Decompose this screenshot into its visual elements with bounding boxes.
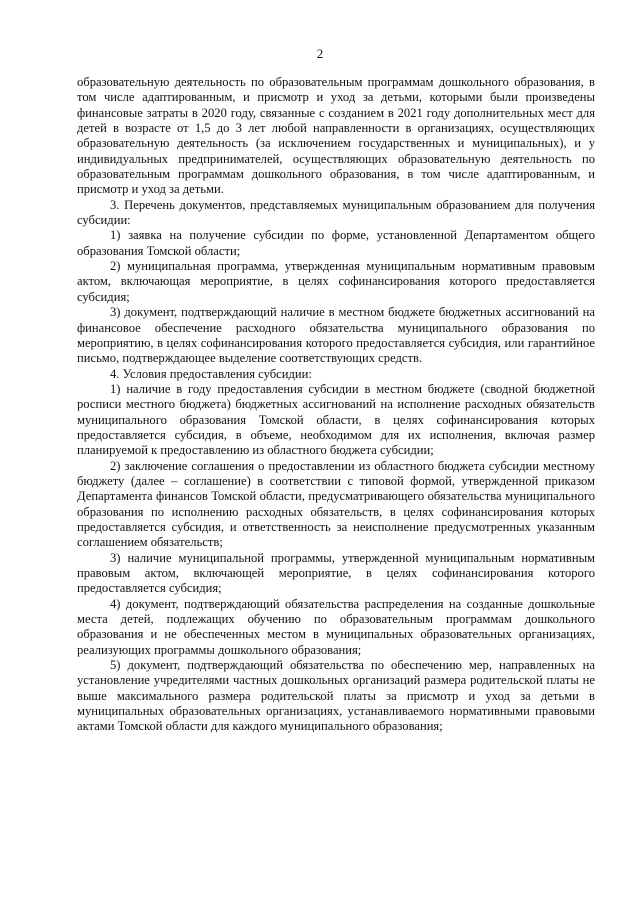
paragraph-section-3-heading: 3. Перечень документов, представляемых муниципальным образованием для получения субсидии: xyxy=(77,197,595,228)
paragraph-3-3: 3) документ, подтверждающий наличие в местном бюджете бюджетных ассигнований на финансовое обеспечение расходного обязательства муниципального образования по мероприятию, в целях софинансирования которого предоставляется субсидия, или гарантийное письмо, подтверждающее выделение соответствующих средств. xyxy=(77,305,595,366)
paragraph-continuation: образовательную деятельность по образовательным программам дошкольного образования, в том числе адаптированным, и присмотр и уход за детьми, которыми были произведены финансовые затраты в 2020 году, связанные с созданием в 2021 году дополнительных мест для детей в возрасте от 1,5 до 3 лет любой направленности в организациях, осуществляющих образовательную деятельность (за исключением государственных и муниципальных), и у индивидуальных предпринимателей, осуществляющих образовательную деятельность по образовательным программам дошкольного образования, в том числе адаптированным, и присмотр и уход за детьми. xyxy=(77,75,595,197)
paragraph-3-1: 1) заявка на получение субсидии по форме, установленной Департаментом общего образования Томской области; xyxy=(77,228,595,258)
paragraph-4-1: 1) наличие в году предоставления субсидии в местном бюджете (сводной бюджетной росписи местного бюджета) бюджетных ассигнований на исполнение расходных обязательств муниципального образования Томской области, в целях софинансирования которых предоставляется субсидия, в объеме, необходимом для их исполнения, включая размер планируемой к предоставлению из областного бюджета субсидии; xyxy=(77,381,595,458)
paragraph-4-3: 3) наличие муниципальной программы, утвержденной муниципальным нормативным правовым актом, включающей мероприятие, в целях софинансирования которого предоставляется субсидия; xyxy=(77,550,595,596)
paragraph-3-2: 2) муниципальная программа, утвержденная муниципальным нормативным правовым актом, включающая мероприятие, в целях софинансирования которого предоставляется субсидия; xyxy=(77,259,595,304)
paragraph-section-4-heading: 4. Условия предоставления субсидии: xyxy=(110,366,312,381)
paragraph-4-2: 2) заключение соглашения о предоставлении из областного бюджета субсидии местному бюджету (далее – соглашение) в соответствии с типовой формой, утвержденной приказом Департамента финансов Томской области, предусматривающего обязательства муниципального образования по исполнению расходных обязательств, в целях софинансирования которых предоставляется субсидия, и ответственность за неисполнение предусмотренных указанным соглашением обязательств; xyxy=(77,458,595,550)
paragraph-4-5: 5) документ, подтверждающий обязательства по обеспечению мер, направленных на установление учредителями частных дошкольных организаций размера родительской платы не выше максимального размера родительской платы за присмотр и уход за детьми в муниципальных образовательных организациях, устанавливаемого нормативными правовыми актами Томской области для каждого муниципального образования; xyxy=(77,658,595,734)
document-body xyxy=(77,75,595,735)
page-number: 2 xyxy=(316,46,324,61)
paragraph-4-4: 4) документ, подтверждающий обязательства распределения на созданные дошкольные места детей, подлежащих обучению по образовательным программам дошкольного образования и не обеспеченных местом в муниципальных образовательных организациях, реализующих программы дошкольного образования; xyxy=(77,596,595,657)
